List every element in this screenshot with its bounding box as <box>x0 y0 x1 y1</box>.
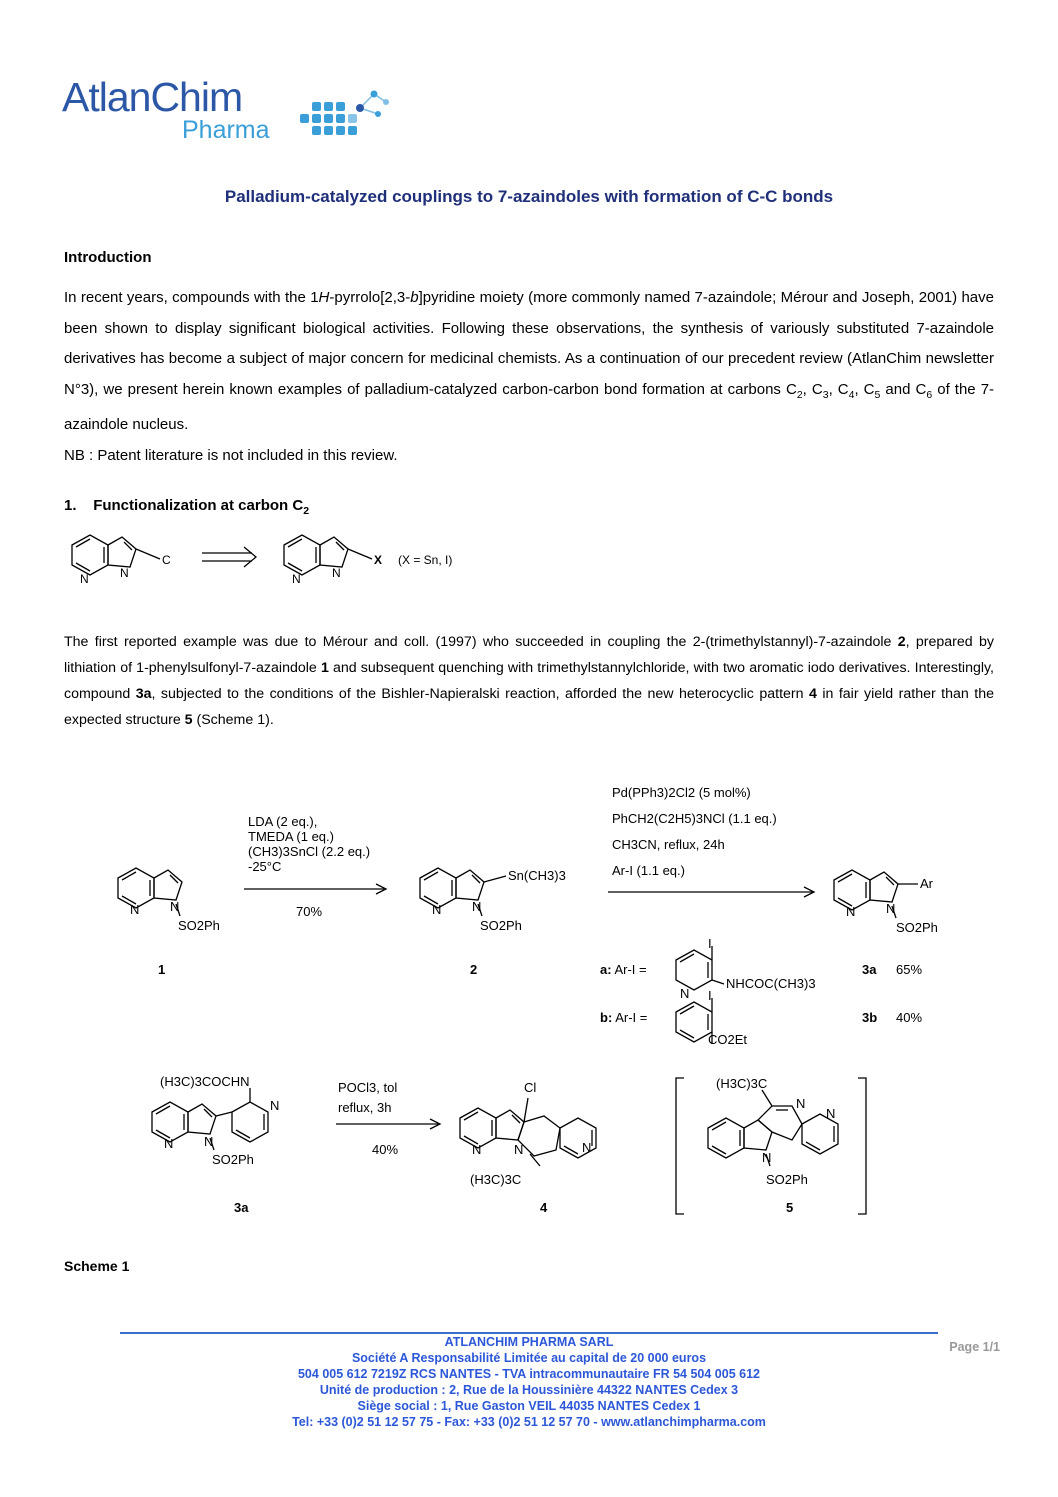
section1-heading: 1. Functionalization at carbon $C_2$ <box>64 497 310 517</box>
cmpd3a-n-side: N <box>270 1098 280 1113</box>
footer-company: ATLANCHIM PHARMA SARL <box>444 1335 614 1349</box>
logo-word-atlanchim: AtlanChim <box>62 74 243 120</box>
logo-word-pharma: Pharma <box>182 116 270 144</box>
footer-legal: Société A Responsabilité Limitée au capital de 20 000 euros <box>351 1351 707 1365</box>
option-a-iodo: I <box>708 936 712 951</box>
step3-yield: 40% <box>372 1142 399 1157</box>
logo-dots-icon <box>262 80 402 150</box>
cmpd4-n-ring: N <box>582 1140 592 1155</box>
cmpd3a-bottom-label: 3a <box>234 1200 249 1215</box>
footer <box>120 1334 938 1430</box>
yield-3a: 65% <box>896 962 923 977</box>
cmpd1-n-pyridine: N <box>130 902 140 917</box>
retro-note: (X = Sn, I) <box>398 553 453 567</box>
cmpd2-so2ph: SO2Ph <box>480 918 522 933</box>
footer-head-office: Siège social : 1, Rue Gaston VEIL 44035 NANTES Cedex 1 <box>357 1399 701 1413</box>
option-a-label: a: Ar-I = <box>600 962 647 977</box>
cmpd3-so2ph: SO2Ph <box>896 920 938 935</box>
page-title: Palladium-catalyzed couplings to 7-azaindoles with formation of C-C bonds <box>224 187 834 206</box>
retro-left-n-pyridine: N <box>80 572 89 586</box>
cmpd4-n-pyrrole: N <box>514 1142 524 1157</box>
step1-yield: 70% <box>296 904 323 919</box>
cmpd3a-n-pyridine: N <box>164 1136 174 1151</box>
option-a-n: N <box>680 986 690 1001</box>
cmpd3-n-pyrrole: N <box>886 901 896 916</box>
cmpd4-cl: Cl <box>524 1080 537 1095</box>
retro-left-n-pyrrole: N <box>120 566 129 580</box>
retro-right-n-pyrrole: N <box>332 566 341 580</box>
retro-left-c: C <box>162 553 171 567</box>
retro-right-x: X <box>374 553 383 567</box>
step2-reagents: Pd(PPh3)2Cl2 (5 mol%) PhCH2(C2H5)3NCl (1.1 eq.) CH3CN, reflux, 24h Ar-I (1.1 eq.) <box>612 785 777 878</box>
intro-heading: Introduction <box>64 249 152 266</box>
footer-contact: Tel: +33 (0)2 51 12 57 75 - Fax: +33 (0)2 51 12 57 70 - www.atlanchimpharma.com <box>292 1415 766 1429</box>
step3-reagents: POCl3, tol reflux, 3h <box>338 1080 398 1115</box>
cmpd5-n-indole: N <box>762 1150 772 1165</box>
option-b-substituent: CO2Et <box>708 1032 748 1047</box>
cmpd4-label: 4 <box>540 1200 548 1215</box>
cmpd3a-label: 3a <box>862 962 877 977</box>
section1-paragraph: The first reported example was due to Mérour and coll. (1997) who succeeded in coupling the 2-(trimethylstannyl)-7-azaindole 2, prepared by lithiation of 1-phenylsulfonyl-7-azaindole 1 and subsequent quenching with trimethylstannylchloride, with two aromatic iodo derivatives. Interestingly, compound 3a, subjected to the conditions of the Bishler-Napieralski reaction, afforded the new heterocyclic pattern 4 in fair yield rather than the expected structure 5 (Scheme 1). <box>64 634 995 728</box>
retrosynthesis-diagram <box>60 525 500 595</box>
cmpd2-sn: Sn(CH3)3 <box>508 868 566 883</box>
cmpd1-n-pyrrole: N <box>170 899 180 914</box>
cmpd3-n-pyridine: N <box>846 904 856 919</box>
nb-note: NB : Patent literature is not included in this review. <box>64 446 398 464</box>
option-b-label: b: Ar-I = <box>600 1010 648 1025</box>
cmpd2-n-pyrrole: N <box>472 899 482 914</box>
yield-3b: 40% <box>896 1010 923 1025</box>
cmpd3a-n-pyrrole: N <box>204 1134 214 1149</box>
cmpd4-tbu: (H3C)3C <box>470 1172 522 1187</box>
option-b-iodo: I <box>708 988 712 1003</box>
intro-paragraph: In recent years, compounds with the 1H-pyrrolo[2,3-b]pyridine moiety (more commonly named 7-azaindole; Mérour and Joseph, 2001) have been shown to display significant biological activities. Following these observations, the synthesis of variously substituted 7-azaindole derivatives has become a subject of major concern for medicinal chemists. As a continuation of our precedent review (AtlanChim newsletter N°3), we present herein known examples of palladium-catalyzed carbon-carbon bond formation at carbons $C_2$, $C_3$, $C_4$, $C_5$ and $C_6$ of the 7-azaindole nucleus. NB : Patent literature is not included in this review. <box>64 283 994 471</box>
cmpd5-n-right: N <box>826 1106 836 1121</box>
cmpd2-n-pyridine: N <box>432 902 442 917</box>
cmpd1-label: 1 <box>158 962 166 977</box>
cmpd3b-label: 3b <box>862 1010 878 1025</box>
cmpd5-n-top: N <box>796 1096 806 1111</box>
option-a-substituent: NHCOC(CH3)3 <box>726 976 816 991</box>
cmpd5-so2ph: SO2Ph <box>766 1172 808 1187</box>
cmpd3a-amide: (H3C)3COCHN <box>160 1074 250 1089</box>
scheme-caption: Scheme 1 <box>64 1258 130 1274</box>
company-logo <box>62 70 362 150</box>
footer-registration: 504 005 612 7219Z RCS NANTES - TVA intracommunautaire FR 54 504 005 612 <box>297 1367 760 1381</box>
cmpd5-tbu: (H3C)3C <box>716 1076 768 1091</box>
cmpd3-ar: Ar <box>920 876 933 891</box>
cmpd4-n-pyridine: N <box>472 1142 482 1157</box>
footer-production-address: Unité de production : 2, Rue de la Houssinière 44322 NANTES Cedex 3 <box>319 1383 739 1397</box>
page-number: Page 1/1 <box>949 1340 1000 1354</box>
retro-right-n-pyridine: N <box>292 572 301 586</box>
cmpd3a-so2ph: SO2Ph <box>212 1152 254 1167</box>
cmpd2-label: 2 <box>470 962 478 977</box>
cmpd5-label: 5 <box>786 1200 794 1215</box>
cmpd1-so2ph: SO2Ph <box>178 918 220 933</box>
step1-reagents: LDA (2 eq.), TMEDA (1 eq.) (CH3)3SnCl (2.2 eq.) -25°C <box>248 814 371 874</box>
